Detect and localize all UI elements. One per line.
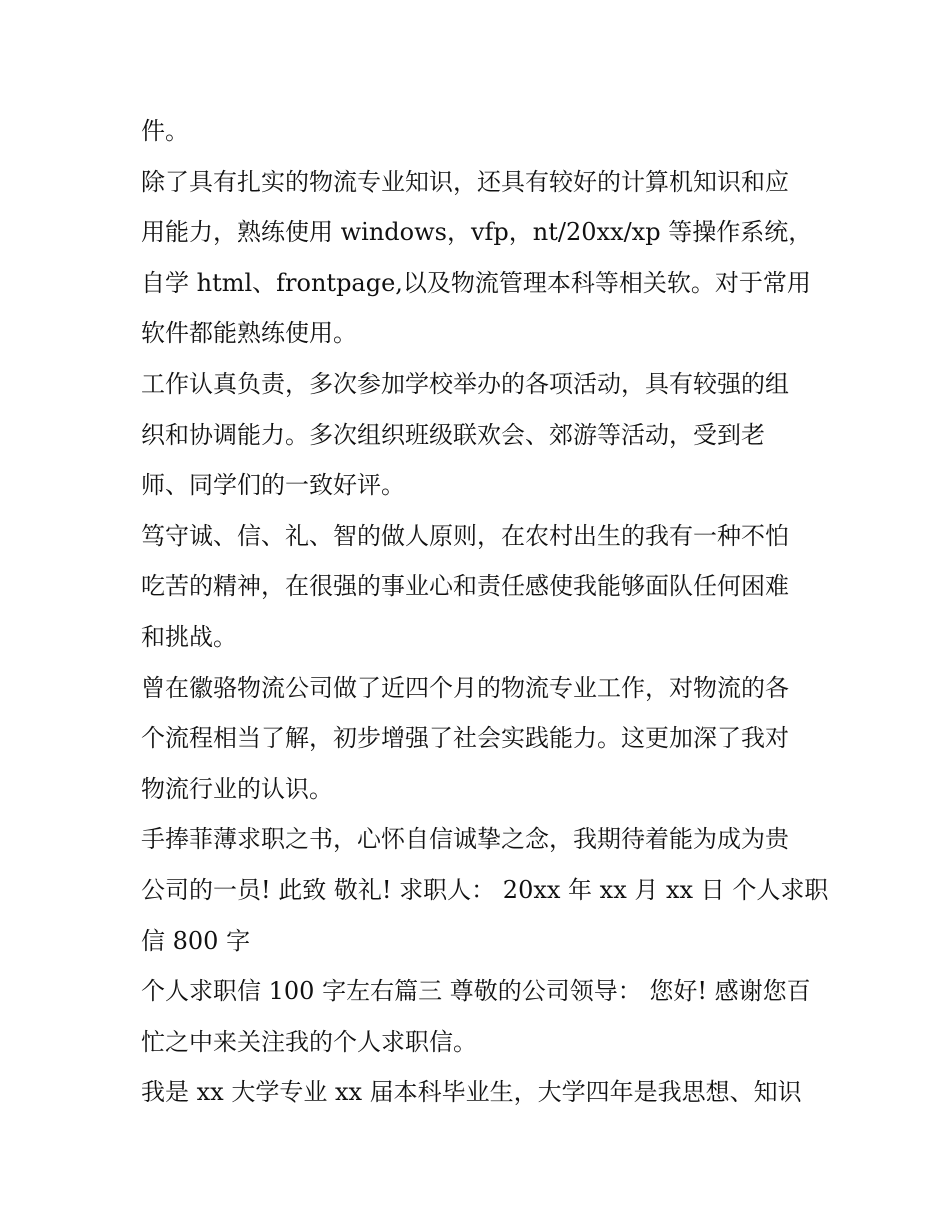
- text-line: 师、同学们的一致好评。: [141, 471, 405, 500]
- paragraph-5: [141, 663, 821, 815]
- text-line: 个人求职信 100 字左右篇三 尊敬的公司领导： 您好! 感谢您百: [141, 977, 811, 1006]
- paragraph-2: [141, 157, 821, 359]
- document-body: [141, 106, 829, 1118]
- paragraph-3: [141, 359, 821, 511]
- text-line: 除了具有扎实的物流专业知识，还具有较好的计算机知识和应: [141, 167, 789, 196]
- text-line: 信 800 字: [141, 926, 251, 955]
- text-line: 笃守诚、信、礼、智的做人原则，在农村出生的我有一种不怕: [141, 521, 789, 550]
- text-line: 工作认真负责，多次参加学校举办的各项活动，具有较强的组: [141, 369, 789, 398]
- text-line: 件。: [141, 117, 189, 145]
- text-line: 织和协调能力。多次组织班级联欢会、郊游等活动，受到老: [141, 420, 765, 449]
- text-line: 忙之中来关注我的个人求职信。: [141, 1027, 477, 1056]
- text-line: 我是 xx 大学专业 xx 届本科毕业生，大学四年是我思想、知识: [141, 1078, 802, 1107]
- text-line: 自学 html、frontpage,以及物流管理本科等相关软。对于常用: [141, 268, 811, 297]
- text-line: 软件都能熟练使用。: [141, 319, 357, 348]
- paragraph-8: [141, 1067, 821, 1118]
- text-line: 个流程相当了解，初步增强了社会实践能力。这更加深了我对: [141, 724, 789, 753]
- text-line: 公司的一员! 此致 敬礼! 求职人： 20xx 年 xx 月 xx 日 个人求职: [141, 875, 829, 904]
- text-line: 物流行业的认识。: [141, 774, 333, 803]
- paragraph-1: [141, 106, 821, 157]
- text-line: 手捧菲薄求职之书，心怀自信诚挚之念，我期待着能为成为贵: [141, 825, 789, 854]
- paragraph-4: [141, 511, 821, 663]
- text-line: 曾在徽骆物流公司做了近四个月的物流专业工作，对物流的各: [141, 673, 789, 702]
- text-line: 用能力，熟练使用 windows，vfp，nt/20xx/xp 等操作系统，: [141, 218, 813, 247]
- text-line: 吃苦的精神，在很强的事业心和责任感使我能够面队任何困难: [141, 572, 789, 601]
- paragraph-7: [141, 966, 821, 1067]
- paragraph-6: [141, 814, 829, 966]
- text-line: 和挑战。: [141, 622, 237, 651]
